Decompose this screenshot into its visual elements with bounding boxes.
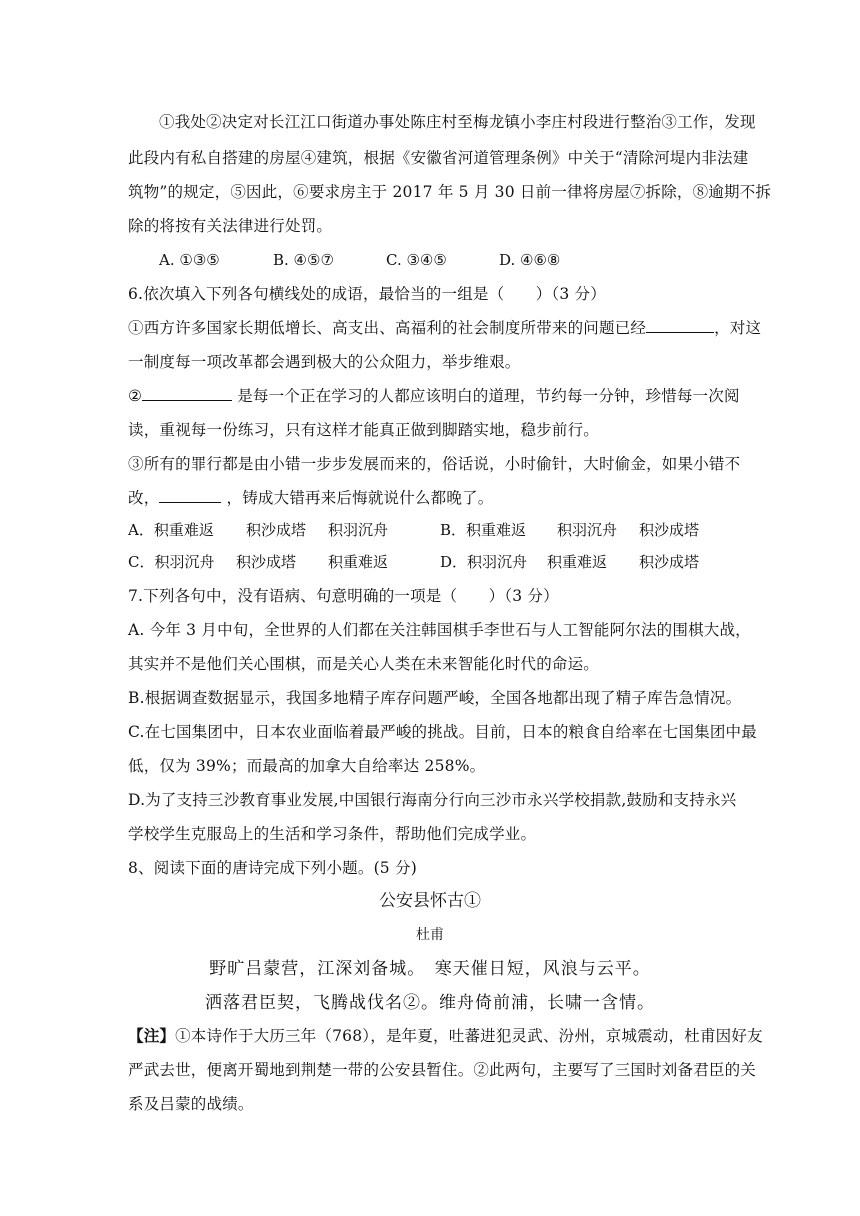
q7-option-a-line-1: A. 今年 3 月中旬，全世界的人们都在关注韩国棋手李世石与人工智能阿尔法的围棋大战， [128, 621, 751, 639]
q6-sentence-3-line-1: ③所有的罪行都是由小错一步步发展而来的，俗话说，小时偷针，大时偷金，如果小错不 [128, 455, 741, 473]
q6-sentence-2-line-2: 读，重视每一份练习，只有这样才能真正做到脚踏实地，稳步前行。 [128, 421, 600, 439]
q6-s3-text-cont: ，铸成大错再来后悔就说什么都晚了。 [221, 489, 494, 507]
q7-option-c-line-1: C.在七国集团中，日本农业面临着最严峻的挑战。目前，日本的粮食自给率在七国集团中最 [128, 723, 757, 741]
q6-option-a-2: 积沙成塔 [246, 521, 307, 539]
poem-author: 杜甫 [416, 927, 444, 943]
q7-stem: 7.下列各句中，没有语病、句意明确的一项是（ ）（3 分） [128, 587, 559, 605]
q6-stem: 6.依次填入下列各句横线处的成语，最恰当的一组是（ ）（3 分） [128, 285, 606, 303]
q6-option-a-3: 积羽沉舟 [328, 521, 389, 539]
q6-s2-text: 是每一个正在学习的人都应该明白的道理，节约每一分钟，珍惜每一次阅 [232, 387, 740, 405]
q6-sentence-1-line-1 [128, 318, 761, 338]
q6-blank-2 [142, 386, 232, 401]
q6-option-c-1: C．积羽沉舟 [128, 553, 215, 571]
q6-option-d-2: 积重难返 [547, 553, 608, 571]
q6-option-b-1: B．积重难返 [440, 521, 527, 539]
q6-option-c-2: 积沙成塔 [236, 553, 297, 571]
q5-passage-line-3: 筑物”的规定，⑤因此，⑥要求房主于 2017 年 5 月 30 日前一律将房屋⑦拆除，⑧逾期不拆 [128, 183, 772, 201]
q7-option-d-line-2: 学校学生克服岛上的生活和学习条件，帮助他们完成学业。 [128, 825, 537, 843]
poem-line-1: 野旷吕蒙营，江深刘备城。 寒天催日短，风浪与云平。 [209, 959, 651, 979]
q8-stem: 8、阅读下面的唐诗完成下列小题。(5 分) [128, 859, 417, 877]
q7-option-d-line-1: D.为了支持三沙教育事业发展,中国银行海南分行向三沙市永兴学校捐款,鼓励和支持永兴 [128, 791, 737, 809]
q6-option-b-2: 积羽沉舟 [557, 521, 618, 539]
q5-option-c: C. ③④⑤ [386, 251, 447, 269]
poem-note-line-1 [128, 1026, 763, 1046]
q6-sentence-3-line-2 [128, 488, 493, 508]
q5-option-d: D. ④⑥⑧ [499, 251, 561, 269]
q5-passage-line-4: 除的将按有关法律进行处罚。 [128, 217, 333, 235]
q6-s2-marker: ② [128, 387, 143, 405]
q6-blank-1 [646, 318, 714, 333]
poem-note-line-2: 严武去世，便离开蜀地到荆楚一带的公安县暂住。②此两句，主要写了三国时刘备君臣的关 [128, 1061, 757, 1079]
q6-option-b-3: 积沙成塔 [639, 521, 700, 539]
q6-s1-text-cont: ，对这 [714, 319, 762, 337]
q6-sentence-2-line-1 [128, 386, 740, 406]
note-text-1: ①本诗作于大历三年（768），是年夏，吐蕃进犯灵武、汾州，京城震动，杜甫因好友 [175, 1027, 763, 1045]
q6-s1-text: ①西方许多国家长期低增长、高支出、高福利的社会制度所带来的问题已经 [128, 319, 647, 337]
q6-sentence-1-line-2: 一制度每一项改革都会遇到极大的公众阻力，举步维艰。 [128, 353, 521, 371]
q5-option-a: A. ①③⑤ [159, 251, 220, 269]
q6-option-d-3: 积沙成塔 [639, 553, 700, 571]
q6-option-d-1: D．积羽沉舟 [440, 553, 528, 571]
poem-line-2: 洒落君臣契，飞腾战伐名②。维舟倚前浦，长啸一含情。 [205, 993, 655, 1013]
poem-note-line-3: 系及吕蒙的战绩。 [128, 1095, 254, 1113]
q7-option-a-line-2: 其实并不是他们关心围棋，而是关心人类在未来智能化时代的命运。 [128, 655, 600, 673]
q6-blank-3 [159, 488, 221, 503]
q7-option-b-line-1: B.根据调查数据显示，我国多地精子库存问题严峻，全国各地都出现了精子库告急情况。 [128, 689, 742, 707]
q7-option-c-line-2: 低，仅为 39%；而最高的加拿大自给率达 258%。 [128, 757, 486, 775]
q6-option-a-1: A．积重难返 [128, 521, 214, 539]
q5-option-b: B. ④⑤⑦ [273, 251, 334, 269]
q5-passage-line-1: ①我处②决定对长江江口街道办事处陈庄村至梅龙镇小李庄村段进行整治③工作，发现 [159, 113, 756, 131]
note-label: 【注】 [128, 1026, 176, 1045]
poem-title: 公安县怀古① [379, 891, 481, 911]
q6-s3-text: 改， [128, 489, 160, 507]
q6-option-c-3: 积重难返 [328, 553, 389, 571]
q5-passage-line-2: 此段内有私自搭建的房屋④建筑，根据《安徽省河道管理条例》中关于“清除河堤内非法建 [128, 149, 749, 167]
